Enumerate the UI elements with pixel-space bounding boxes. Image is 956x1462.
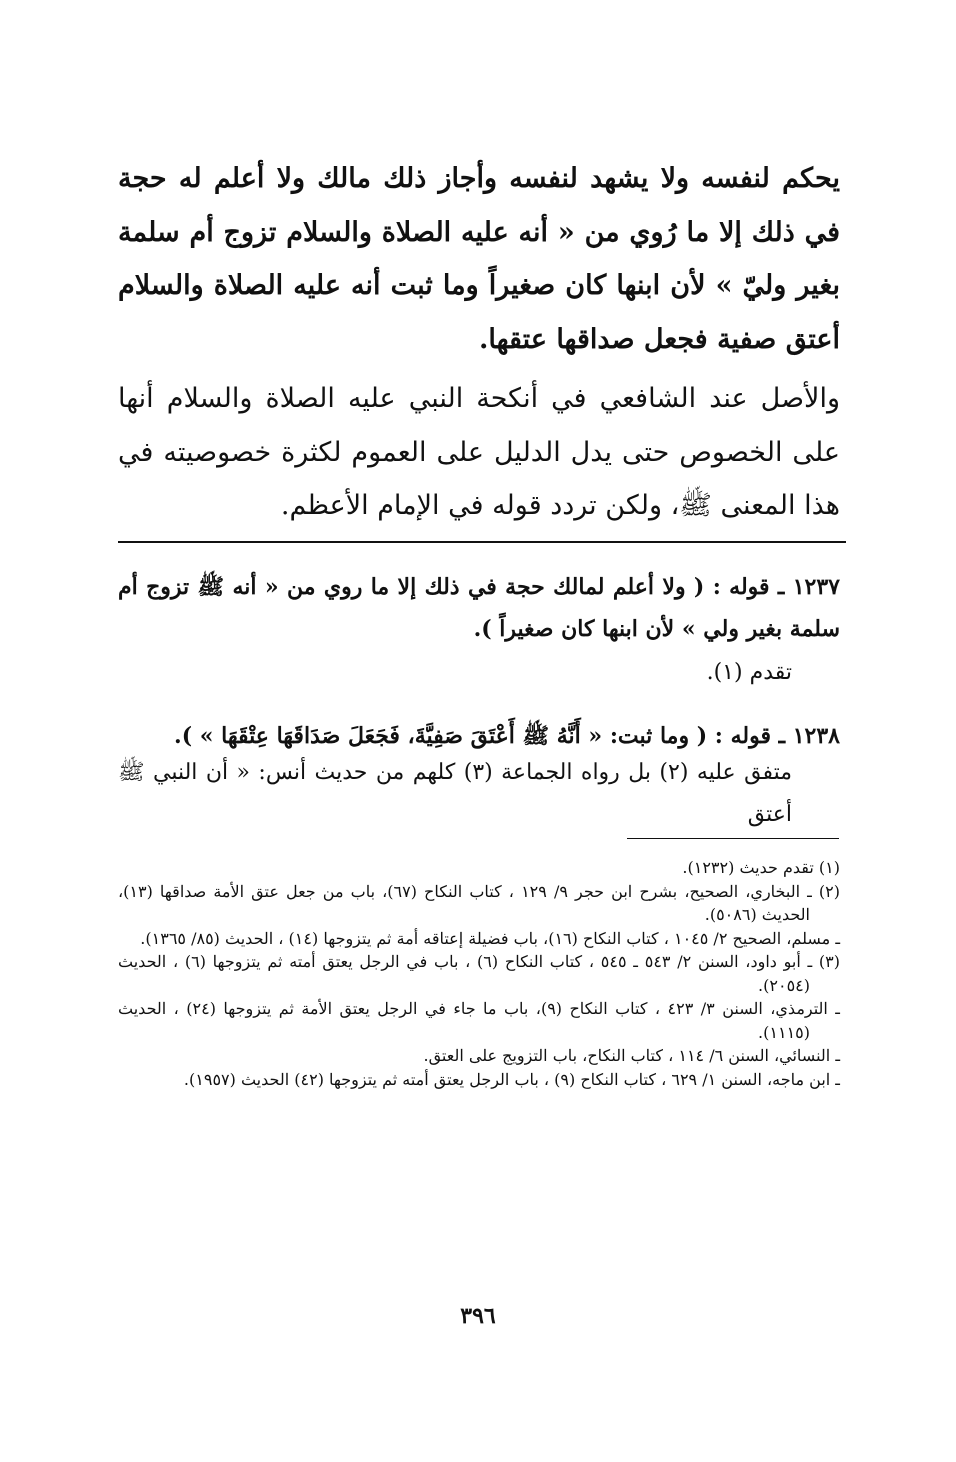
- footnote-item: ـ الترمذي، السنن ٣/ ٤٢٣ ، كتاب النكاح (٩)، باب ما جاء في الرجل يعتق الأمة ثم يتزوجها (٢٤) ، الحديث (١١١٥).: [118, 999, 840, 1042]
- commentary-item-1238: ١٢٣٨ ـ قوله : ( وما ثبت: « أَنَّهُ ﷺ أَعْتَقَ صَفِيَّةَ، فَجَعَلَ صَدَاقَهَا عِتْقَهَا » ).: [174, 723, 840, 749]
- footnote-item: (١) تقدم حديث (١٢٣٢).: [682, 858, 840, 877]
- footnote-divider: [627, 838, 839, 839]
- footnotes-list: [118, 856, 840, 1091]
- section-divider: [118, 541, 846, 543]
- footnote-item: ـ ابن ماجه، السنن ١/ ٦٢٩ ، كتاب النكاح (٩) ، باب الرجل يعتق أمته ثم يتزوجها (٤٢) الحديث (١٩٥٧).: [183, 1069, 840, 1089]
- commentary-item-1237: ١٢٣٧ ـ قوله : ( ولا أعلم لمالك حجة في ذلك إلا ما روي من « أنه ﷺ تزوج أم سلمة بغير ولي » لأن ابنها كان صغيراً ).: [118, 574, 840, 642]
- main-paragraph-1: يحكم لنفسه ولا يشهد لنفسه وأجاز ذلك مالك ولا أعلم له حجة في ذلك إلا ما رُوي من « أنه عليه الصلاة والسلام تزوج أم سلمة بغير وليّ » لأن ابنها كان صغيراً وما ثبت أنه عليه الصلاة والسلام أعتق صفية فجعل صداقها عتقها.: [118, 163, 840, 355]
- footnote-item: (٢) ـ البخاري، الصحيح، بشرح ابن حجر ٩/ ١٢٩ ، كتاب النكاح (٦٧)، باب من جعل عتق الأمة صداقها (١٣)، الحديث (٥٠٨٦).: [118, 881, 840, 924]
- footnote-item: (٣) ـ أبو داود، السنن ٢/ ٥٤٣ ـ ٥٤٥ ، كتاب النكاح (٦) ، باب في الرجل يعتق أمته ثم يتزوجها (٦) ، الحديث (٢٠٥٤).: [118, 952, 841, 995]
- footnote-item: ـ مسلم، الصحيح ٢/ ١٠٤٥ ، كتاب النكاح (١٦)، باب فضيلة إعتاقه أمة ثم يتزوجها (١٤) ، الحديث (٨٥/ ١٣٦٥).: [140, 928, 840, 948]
- footnote-item: ـ النسائي، السنن ٦/ ١١٤ ، كتاب النكاح، باب التزويج على العتق.: [423, 1046, 840, 1065]
- main-paragraph-2: والأصل عند الشافعي في أنكحة النبي عليه الصلاة والسلام أنها على الخصوص حتى يدل الدليل على العموم لكثرة خصوصيته في هذا المعنى ﷺ، ولكن تردد قوله في الإمام الأعظم.: [118, 383, 840, 521]
- commentary-note-1238: متفق عليه (٢) بل رواه الجماعة (٣) كلهم من حديث أنس: « أن النبي ﷺ أعتق: [118, 760, 793, 827]
- commentary-note-1237: تقدم (١).: [706, 660, 792, 685]
- page-number: ٣٩٦: [460, 1303, 496, 1329]
